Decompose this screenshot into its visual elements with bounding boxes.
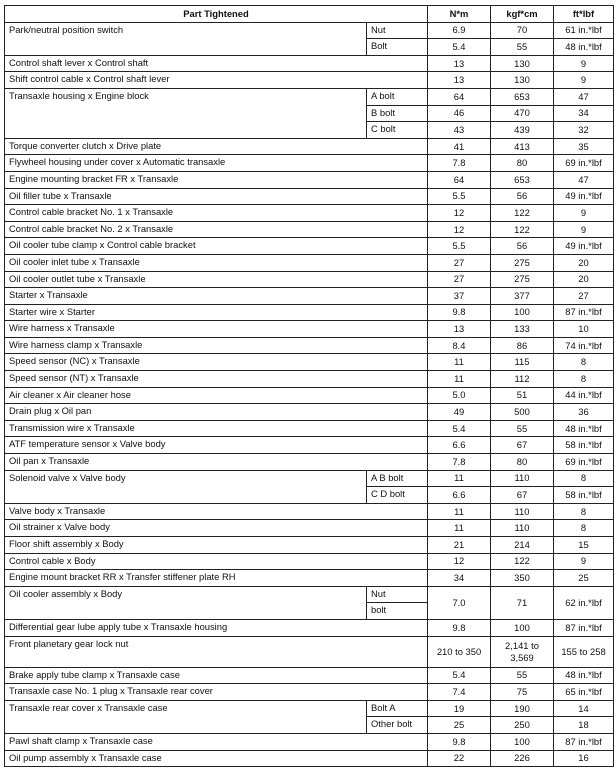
table-row [5,470,614,487]
torque-ft-lbf: 47 [554,88,614,105]
torque-kgf-cm: 133 [491,321,554,338]
torque-ft-lbf: 87 in.*lbf [554,304,614,321]
part-name: Starter wire x Starter [5,304,428,321]
torque-nm: 21 [428,537,491,554]
torque-nm: 9.8 [428,619,491,636]
torque-kgf-cm: 55 [491,667,554,684]
part-name: Oil cooler outlet tube x Transaxle [5,271,428,288]
fastener-label: A B bolt [367,470,428,487]
torque-ft-lbf: 20 [554,271,614,288]
torque-nm: 13 [428,72,491,89]
torque-kgf-cm: 70 [491,22,554,39]
torque-nm: 5.4 [428,39,491,56]
table-row [5,321,614,338]
torque-ft-lbf: 9 [554,55,614,72]
table-row [5,354,614,371]
torque-nm: 7.0 [428,586,491,619]
torque-ft-lbf: 69 in.*lbf [554,454,614,471]
part-name: Drain plug x Oil pan [5,404,428,421]
torque-kgf-cm: 112 [491,371,554,388]
torque-ft-lbf: 155 to 258 [554,636,614,667]
torque-kgf-cm: 122 [491,205,554,222]
torque-ft-lbf: 8 [554,470,614,487]
part-name: Wire harness clamp x Transaxle [5,337,428,354]
fastener-label: B bolt [367,105,428,122]
torque-nm: 27 [428,254,491,271]
torque-nm: 11 [428,503,491,520]
torque-ft-lbf: 8 [554,503,614,520]
torque-kgf-cm: 250 [491,717,554,734]
torque-nm: 9.8 [428,733,491,750]
part-name: Transmission wire x Transaxle [5,420,428,437]
torque-kgf-cm: 275 [491,271,554,288]
torque-nm: 5.0 [428,387,491,404]
torque-kgf-cm: 350 [491,570,554,587]
torque-ft-lbf: 10 [554,321,614,338]
torque-ft-lbf: 58 in.*lbf [554,437,614,454]
torque-ft-lbf: 36 [554,404,614,421]
torque-kgf-cm: 214 [491,537,554,554]
torque-nm: 13 [428,55,491,72]
header-nm: N*m [428,6,491,23]
torque-nm: 41 [428,138,491,155]
table-row [5,667,614,684]
fastener-label: Bolt A [367,700,428,717]
table-row [5,72,614,89]
torque-nm: 6.6 [428,487,491,504]
fastener-label: Nut [367,22,428,39]
torque-ft-lbf: 14 [554,700,614,717]
fastener-label: bolt [367,603,428,620]
torque-kgf-cm: 67 [491,437,554,454]
part-name: Control cable bracket No. 2 x Transaxle [5,221,428,238]
table-row [5,553,614,570]
torque-nm: 6.9 [428,22,491,39]
part-name: Valve body x Transaxle [5,503,428,520]
header-ft-lbf: ft*lbf [554,6,614,23]
part-name: Control cable bracket No. 1 x Transaxle [5,205,428,222]
torque-ft-lbf: 44 in.*lbf [554,387,614,404]
torque-kgf-cm: 56 [491,238,554,255]
torque-nm: 37 [428,288,491,305]
torque-ft-lbf: 20 [554,254,614,271]
part-name: Control shaft lever x Control shaft [5,55,428,72]
table-row [5,254,614,271]
torque-nm: 5.5 [428,188,491,205]
torque-kgf-cm: 122 [491,221,554,238]
table-row [5,387,614,404]
torque-kgf-cm: 110 [491,520,554,537]
torque-ft-lbf: 87 in.*lbf [554,733,614,750]
part-name: Engine mounting bracket FR x Transaxle [5,171,428,188]
part-name: Brake apply tube clamp x Transaxle case [5,667,428,684]
part-name: Wire harness x Transaxle [5,321,428,338]
torque-kgf-cm: 75 [491,684,554,701]
part-name: Transaxle rear cover x Transaxle case [5,700,367,733]
torque-kgf-cm: 115 [491,354,554,371]
part-name: Oil strainer x Valve body [5,520,428,537]
torque-nm: 12 [428,553,491,570]
table-row [5,238,614,255]
torque-kgf-cm: 55 [491,39,554,56]
torque-ft-lbf: 48 in.*lbf [554,420,614,437]
torque-nm: 11 [428,371,491,388]
torque-ft-lbf: 9 [554,205,614,222]
torque-ft-lbf: 58 in.*lbf [554,487,614,504]
table-row [5,55,614,72]
torque-nm: 9.8 [428,304,491,321]
torque-spec-table [4,5,614,767]
torque-kgf-cm: 653 [491,88,554,105]
table-row [5,22,614,39]
table-row [5,337,614,354]
torque-ft-lbf: 18 [554,717,614,734]
torque-ft-lbf: 25 [554,570,614,587]
torque-nm: 7.4 [428,684,491,701]
table-row [5,586,614,603]
torque-ft-lbf: 34 [554,105,614,122]
torque-ft-lbf: 62 in.*lbf [554,586,614,619]
torque-ft-lbf: 9 [554,221,614,238]
torque-nm: 5.4 [428,667,491,684]
table-row [5,171,614,188]
part-name: Speed sensor (NT) x Transaxle [5,371,428,388]
fastener-label: A bolt [367,88,428,105]
torque-kgf-cm: 51 [491,387,554,404]
part-name: Differential gear lube apply tube x Transaxle housing [5,619,428,636]
torque-kgf-cm: 439 [491,122,554,139]
part-name: Pawl shaft clamp x Transaxle case [5,733,428,750]
table-row [5,420,614,437]
table-row [5,88,614,105]
torque-nm: 11 [428,354,491,371]
torque-kgf-cm: 100 [491,304,554,321]
table-row [5,570,614,587]
torque-nm: 5.5 [428,238,491,255]
part-name: Oil pan x Transaxle [5,454,428,471]
torque-kgf-cm: 653 [491,171,554,188]
torque-ft-lbf: 27 [554,288,614,305]
part-name: Oil cooler tube clamp x Control cable bracket [5,238,428,255]
part-name: Flywheel housing under cover x Automatic transaxle [5,155,428,172]
torque-nm: 27 [428,271,491,288]
torque-nm: 210 to 350 [428,636,491,667]
part-name: Floor shift assembly x Body [5,537,428,554]
part-name: Starter x Transaxle [5,288,428,305]
torque-kgf-cm: 80 [491,155,554,172]
header-part-tightened: Part Tightened [5,6,428,23]
torque-kgf-cm: 130 [491,55,554,72]
torque-nm: 11 [428,520,491,537]
part-name: Solenoid valve x Valve body [5,470,367,503]
torque-nm: 22 [428,750,491,767]
table-row [5,155,614,172]
torque-nm: 7.8 [428,454,491,471]
torque-kgf-cm: 275 [491,254,554,271]
part-name: Transaxle housing x Engine block [5,88,367,138]
torque-nm: 64 [428,88,491,105]
part-name: Speed sensor (NC) x Transaxle [5,354,428,371]
table-header-row [5,6,614,23]
part-name: Air cleaner x Air cleaner hose [5,387,428,404]
torque-nm: 11 [428,470,491,487]
table-row [5,537,614,554]
torque-kgf-cm: 100 [491,619,554,636]
torque-nm: 46 [428,105,491,122]
torque-kgf-cm: 110 [491,503,554,520]
table-row [5,138,614,155]
part-name: Front planetary gear lock nut [5,636,428,667]
torque-ft-lbf: 74 in.*lbf [554,337,614,354]
table-row [5,221,614,238]
torque-ft-lbf: 49 in.*lbf [554,188,614,205]
torque-kgf-cm: 100 [491,733,554,750]
fastener-label: C D bolt [367,487,428,504]
torque-kgf-cm: 190 [491,700,554,717]
torque-ft-lbf: 48 in.*lbf [554,667,614,684]
torque-nm: 12 [428,221,491,238]
torque-ft-lbf: 35 [554,138,614,155]
torque-kgf-cm: 55 [491,420,554,437]
table-row [5,733,614,750]
part-name: Shift control cable x Control shaft lever [5,72,428,89]
table-row [5,520,614,537]
table-row [5,750,614,767]
table-row [5,371,614,388]
torque-kgf-cm: 470 [491,105,554,122]
table-body [5,22,614,767]
torque-ft-lbf: 32 [554,122,614,139]
torque-nm: 8.4 [428,337,491,354]
fastener-label: C bolt [367,122,428,139]
part-name: Oil filler tube x Transaxle [5,188,428,205]
torque-nm: 34 [428,570,491,587]
part-name: Oil cooler inlet tube x Transaxle [5,254,428,271]
torque-ft-lbf: 49 in.*lbf [554,238,614,255]
torque-nm: 13 [428,321,491,338]
torque-kgf-cm: 2,141 to 3,569 [491,636,554,667]
torque-kgf-cm: 86 [491,337,554,354]
part-name: Oil pump assembly x Transaxle case [5,750,428,767]
part-name: Engine mount bracket RR x Transfer stiffener plate RH [5,570,428,587]
torque-nm: 5.4 [428,420,491,437]
torque-ft-lbf: 16 [554,750,614,767]
torque-ft-lbf: 87 in.*lbf [554,619,614,636]
fastener-label: Bolt [367,39,428,56]
part-name: Oil cooler assembly x Body [5,586,367,619]
part-name: ATF temperature sensor x Valve body [5,437,428,454]
table-row [5,404,614,421]
torque-ft-lbf: 47 [554,171,614,188]
table-row [5,205,614,222]
table-row [5,271,614,288]
torque-kgf-cm: 226 [491,750,554,767]
torque-ft-lbf: 8 [554,520,614,537]
part-name: Park/neutral position switch [5,22,367,55]
torque-nm: 19 [428,700,491,717]
table-row [5,700,614,717]
torque-kgf-cm: 130 [491,72,554,89]
table-row [5,636,614,667]
table-row [5,188,614,205]
torque-nm: 43 [428,122,491,139]
table-row [5,288,614,305]
table-row [5,503,614,520]
torque-kgf-cm: 67 [491,487,554,504]
torque-nm: 7.8 [428,155,491,172]
table-row [5,304,614,321]
torque-nm: 12 [428,205,491,222]
torque-nm: 49 [428,404,491,421]
part-name: Control cable x Body [5,553,428,570]
table-row [5,454,614,471]
torque-kgf-cm: 377 [491,288,554,305]
torque-nm: 6.6 [428,437,491,454]
torque-kgf-cm: 500 [491,404,554,421]
torque-nm: 25 [428,717,491,734]
part-name: Transaxle case No. 1 plug x Transaxle rear cover [5,684,428,701]
torque-kgf-cm: 56 [491,188,554,205]
torque-ft-lbf: 61 in.*lbf [554,22,614,39]
torque-ft-lbf: 9 [554,72,614,89]
fastener-label: Nut [367,586,428,603]
table-row [5,437,614,454]
torque-ft-lbf: 9 [554,553,614,570]
part-name: Torque converter clutch x Drive plate [5,138,428,155]
torque-nm: 64 [428,171,491,188]
torque-ft-lbf: 8 [554,371,614,388]
torque-kgf-cm: 110 [491,470,554,487]
torque-ft-lbf: 65 in.*lbf [554,684,614,701]
torque-ft-lbf: 8 [554,354,614,371]
table-row [5,684,614,701]
torque-ft-lbf: 69 in.*lbf [554,155,614,172]
header-kgf-cm: kgf*cm [491,6,554,23]
torque-kgf-cm: 80 [491,454,554,471]
torque-kgf-cm: 71 [491,586,554,619]
torque-kgf-cm: 122 [491,553,554,570]
table-row [5,619,614,636]
torque-kgf-cm: 413 [491,138,554,155]
fastener-label: Other bolt [367,717,428,734]
torque-ft-lbf: 48 in.*lbf [554,39,614,56]
torque-ft-lbf: 15 [554,537,614,554]
